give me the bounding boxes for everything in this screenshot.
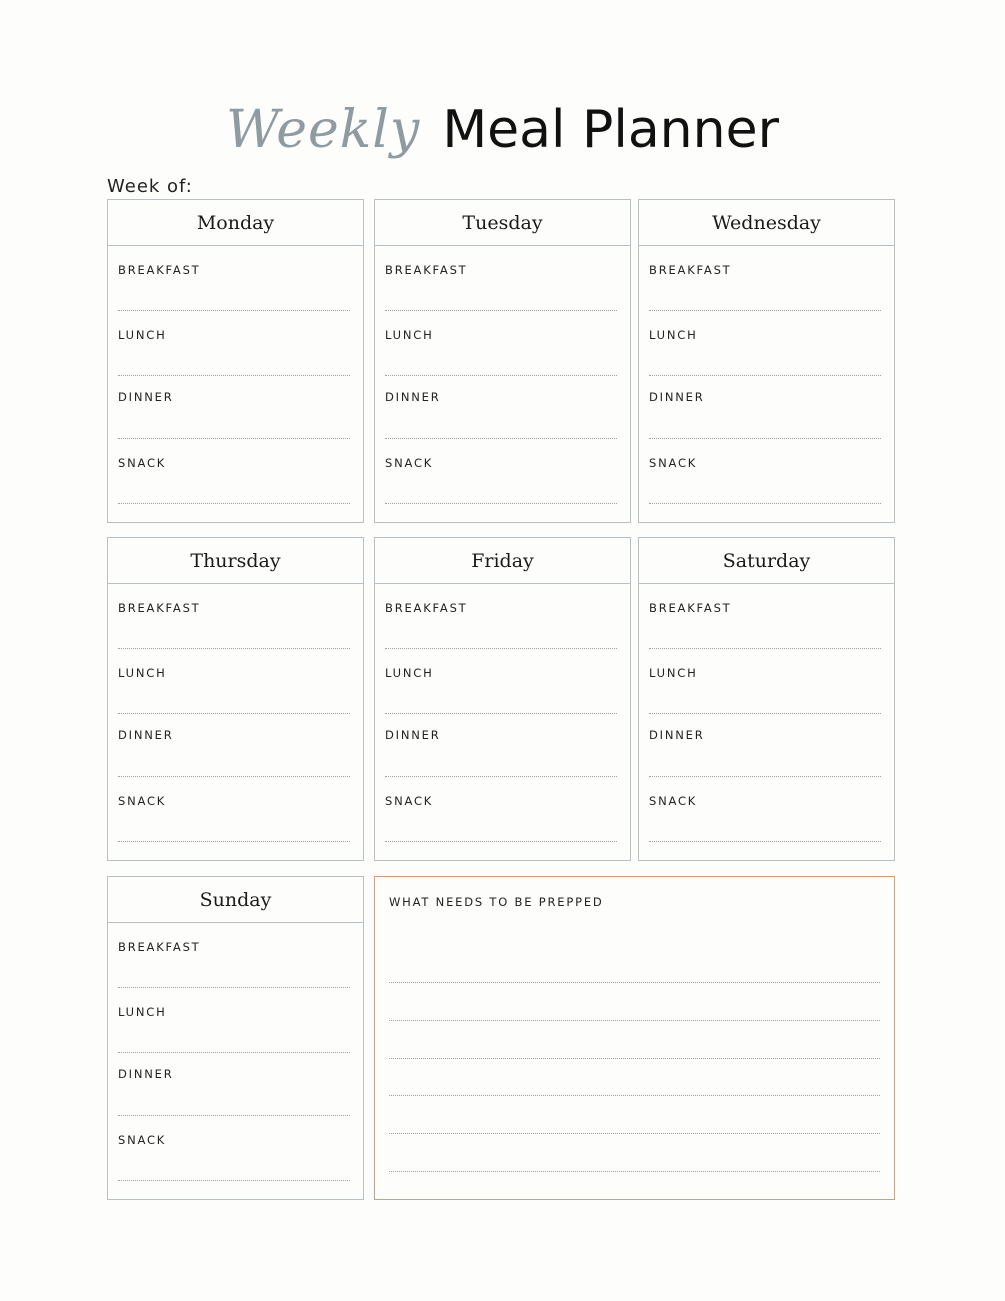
meal-label-snack: SNACK [649, 456, 698, 470]
day-title: Tuesday [375, 200, 630, 246]
meal-entry-line[interactable] [118, 503, 350, 504]
prep-entry-line[interactable] [389, 1171, 880, 1172]
meal-label-lunch: LUNCH [118, 1005, 167, 1019]
day-card-monday [107, 199, 364, 523]
prep-entry-line[interactable] [389, 1095, 880, 1096]
meal-entry-line[interactable] [385, 503, 617, 504]
meal-label-snack: SNACK [649, 794, 698, 808]
meal-label-lunch: LUNCH [118, 328, 167, 342]
meal-entry-line[interactable] [118, 713, 350, 714]
day-card-friday [374, 537, 631, 861]
prep-entry-line[interactable] [389, 982, 880, 983]
prep-notes-box [374, 876, 895, 1200]
meal-entry-line[interactable] [649, 648, 881, 649]
day-card-tuesday [374, 199, 631, 523]
meal-entry-line[interactable] [385, 310, 617, 311]
meal-entry-line[interactable] [118, 438, 350, 439]
day-title: Monday [108, 200, 363, 246]
prep-title: WHAT NEEDS TO BE PREPPED [389, 895, 604, 909]
prep-entry-line[interactable] [389, 1020, 880, 1021]
meal-label-lunch: LUNCH [385, 328, 434, 342]
meal-entry-line[interactable] [118, 841, 350, 842]
meal-entry-line[interactable] [649, 776, 881, 777]
meal-label-dinner: DINNER [118, 1067, 174, 1081]
meal-label-lunch: LUNCH [649, 666, 698, 680]
meal-label-breakfast: BREAKFAST [649, 601, 732, 615]
meal-label-breakfast: BREAKFAST [118, 601, 201, 615]
meal-entry-line[interactable] [385, 841, 617, 842]
meal-entry-line[interactable] [649, 713, 881, 714]
meal-label-snack: SNACK [385, 794, 434, 808]
meal-label-dinner: DINNER [118, 390, 174, 404]
meal-entry-line[interactable] [118, 310, 350, 311]
meal-entry-line[interactable] [385, 776, 617, 777]
meal-entry-line[interactable] [118, 648, 350, 649]
meal-label-snack: SNACK [118, 794, 167, 808]
page-title [0, 100, 1005, 180]
meal-entry-line[interactable] [118, 776, 350, 777]
day-card-wednesday [638, 199, 895, 523]
meal-entry-line[interactable] [649, 375, 881, 376]
meal-label-breakfast: BREAKFAST [385, 601, 468, 615]
meal-entry-line[interactable] [385, 648, 617, 649]
meal-label-dinner: DINNER [385, 728, 441, 742]
meal-entry-line[interactable] [118, 1115, 350, 1116]
meal-label-dinner: DINNER [649, 728, 705, 742]
meal-entry-line[interactable] [118, 1180, 350, 1181]
meal-entry-line[interactable] [649, 438, 881, 439]
meal-label-snack: SNACK [385, 456, 434, 470]
meal-label-lunch: LUNCH [649, 328, 698, 342]
day-card-sunday [107, 876, 364, 1200]
title-script-word: Weekly [226, 100, 421, 160]
meal-entry-line[interactable] [118, 375, 350, 376]
meal-label-breakfast: BREAKFAST [385, 263, 468, 277]
meal-label-snack: SNACK [118, 456, 167, 470]
meal-label-dinner: DINNER [385, 390, 441, 404]
meal-entry-line[interactable] [118, 1052, 350, 1053]
meal-label-dinner: DINNER [649, 390, 705, 404]
meal-label-breakfast: BREAKFAST [118, 940, 201, 954]
meal-entry-line[interactable] [649, 503, 881, 504]
day-title: Friday [375, 538, 630, 584]
meal-entry-line[interactable] [385, 713, 617, 714]
meal-entry-line[interactable] [649, 841, 881, 842]
day-title: Wednesday [639, 200, 894, 246]
meal-entry-line[interactable] [649, 310, 881, 311]
day-title: Thursday [108, 538, 363, 584]
meal-label-breakfast: BREAKFAST [649, 263, 732, 277]
meal-entry-line[interactable] [118, 987, 350, 988]
meal-label-breakfast: BREAKFAST [118, 263, 201, 277]
day-card-thursday [107, 537, 364, 861]
week-of-label: Week of: [107, 176, 193, 197]
meal-entry-line[interactable] [385, 375, 617, 376]
meal-label-dinner: DINNER [118, 728, 174, 742]
prep-entry-line[interactable] [389, 1058, 880, 1059]
meal-label-lunch: LUNCH [385, 666, 434, 680]
day-title: Sunday [108, 877, 363, 923]
day-title: Saturday [639, 538, 894, 584]
meal-label-snack: SNACK [118, 1133, 167, 1147]
prep-entry-line[interactable] [389, 1133, 880, 1134]
meal-entry-line[interactable] [385, 438, 617, 439]
day-card-saturday [638, 537, 895, 861]
title-main-words: Meal Planner [442, 100, 779, 160]
meal-label-lunch: LUNCH [118, 666, 167, 680]
